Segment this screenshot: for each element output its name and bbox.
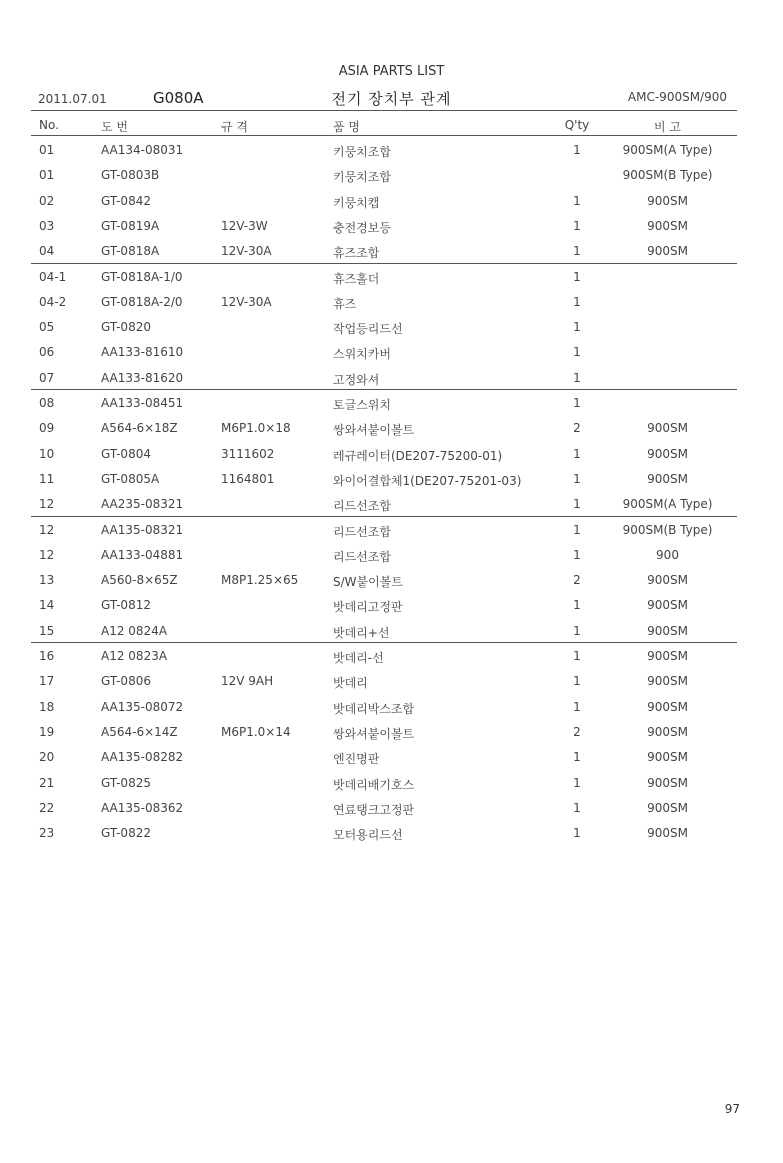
spec-cell: 1164801: [221, 471, 275, 486]
remark-cell: 900SM: [647, 193, 688, 208]
spec-cell: M8P1.25×65: [221, 573, 299, 588]
table-row: [0, 776, 783, 801]
table-row: [0, 801, 783, 826]
part-number-cell: A560-8×65Z: [101, 573, 178, 588]
qty-cell: 1: [573, 623, 581, 638]
model-number: AMC-900SM/900: [627, 90, 727, 104]
part-no-cell: 08: [39, 396, 55, 410]
part-name-cell: 밧데리-선: [333, 651, 384, 665]
part-no-cell: 04: [39, 244, 55, 259]
group-divider: [31, 389, 737, 390]
part-no-cell: 18: [39, 699, 55, 714]
part-no-cell: 06: [39, 345, 55, 360]
spec-cell: M6P1.0×18: [221, 421, 291, 436]
part-no-cell: 12: [39, 547, 55, 562]
table-row: [0, 573, 783, 598]
group-divider: [31, 642, 737, 643]
part-name-cell: 밧데리고정판: [333, 600, 403, 615]
part-number-cell: AA135-08072: [101, 699, 184, 714]
part-number-cell: GT-0822: [101, 826, 151, 841]
table-row: [0, 219, 783, 244]
part-no-cell: 23: [39, 826, 55, 841]
part-name-cell: S/W붙이볼트: [333, 575, 403, 590]
part-no-cell: 14: [39, 598, 55, 613]
part-number-cell: A12 0824A: [101, 623, 168, 638]
part-name-cell: 밧데리: [333, 676, 368, 691]
table-row: [0, 598, 783, 623]
part-number-cell: GT-0803B: [101, 168, 160, 183]
part-no-cell: 15: [39, 623, 55, 638]
part-number-cell: GT-0820: [101, 320, 151, 335]
table-row: [0, 447, 783, 472]
part-number-cell: GT-0842: [101, 193, 151, 208]
part-no-cell: 16: [39, 649, 55, 663]
remark-cell: 900SM: [647, 649, 688, 663]
part-no-cell: 22: [39, 800, 55, 815]
part-number-cell: AA235-08321: [101, 497, 184, 512]
table-row: [0, 700, 783, 725]
part-no-cell: 12: [39, 522, 55, 537]
part-name-cell: 휴즈조합: [333, 246, 380, 261]
part-name-cell: 쌍와셔붙이볼트: [333, 423, 415, 438]
group-divider: [31, 263, 737, 264]
part-no-cell: 02: [39, 193, 55, 208]
part-name-cell: 밧데리배기호스: [333, 777, 415, 792]
part-number-cell: GT-0825: [101, 775, 151, 790]
spec-cell: 3111602: [221, 446, 275, 461]
table-row: [0, 497, 783, 522]
part-name-cell: 토글스위치: [333, 398, 391, 412]
column-header-remark: 비 고: [654, 120, 681, 134]
table-row: [0, 371, 783, 396]
part-number-cell: AA135-08321: [101, 522, 184, 537]
qty-cell: 1: [573, 649, 581, 663]
part-name-cell: 밧데리+선: [333, 625, 390, 640]
column-header-qty: Q'ty: [564, 118, 590, 132]
part-no-cell: 21: [39, 775, 55, 790]
table-row: [0, 320, 783, 345]
table-row: [0, 826, 783, 851]
qty-cell: 1: [573, 826, 581, 841]
qty-cell: 1: [573, 320, 581, 335]
part-name-cell: 스위치카버: [333, 347, 391, 362]
document-code: G080A: [153, 89, 204, 107]
spec-cell: 12V 9AH: [221, 674, 274, 689]
part-name-cell: 모터용리드선: [333, 828, 403, 843]
spec-cell: M6P1.0×14: [221, 724, 291, 739]
table-row: [0, 649, 783, 674]
column-header-part-name: 품 명: [333, 120, 360, 134]
table-row: [0, 725, 783, 750]
qty-cell: 1: [573, 345, 581, 360]
table-row: [0, 244, 783, 269]
qty-cell: 2: [573, 724, 581, 739]
qty-cell: 1: [573, 522, 581, 537]
part-no-cell: 19: [39, 724, 55, 739]
part-name-cell: 리드선조합: [333, 524, 391, 539]
part-number-cell: AA133-81610: [101, 345, 184, 360]
part-name-cell: 휴즈: [333, 296, 357, 311]
table-row: [0, 194, 783, 219]
spec-cell: 12V-3W: [221, 218, 268, 233]
qty-cell: 1: [573, 396, 581, 410]
part-number-cell: GT-0818A-1/0: [101, 269, 183, 284]
table-row: [0, 421, 783, 446]
part-name-cell: 키뭉치조합: [333, 145, 391, 159]
remark-cell: 900SM: [647, 598, 688, 613]
qty-cell: 2: [573, 573, 581, 588]
table-row: [0, 624, 783, 649]
qty-cell: 1: [573, 699, 581, 714]
part-name-cell: 쌍와셔붙이볼트: [333, 726, 415, 741]
part-no-cell: 17: [39, 674, 55, 689]
document-date: 2011.07.01: [38, 92, 107, 106]
header-top-rule: [31, 110, 737, 111]
page-number: 97: [724, 1102, 740, 1116]
table-row: [0, 548, 783, 573]
remark-cell: 900SM: [647, 724, 688, 739]
part-no-cell: 05: [39, 320, 55, 335]
remark-cell: 900SM: [647, 699, 688, 714]
qty-cell: 1: [573, 294, 581, 309]
part-name-cell: 엔진명판: [333, 752, 380, 767]
spec-cell: 12V-30A: [221, 294, 272, 309]
part-no-cell: 07: [39, 370, 55, 385]
remark-cell: 900SM: [647, 244, 688, 259]
remark-cell: 900SM: [647, 674, 688, 689]
part-name-cell: 휴즈홀더: [333, 271, 380, 286]
remark-cell: 900SM: [647, 471, 688, 486]
part-name-cell: 리드선조합: [333, 549, 391, 564]
remark-cell: 900SM: [647, 800, 688, 815]
qty-cell: 1: [573, 218, 581, 233]
remark-cell: 900: [656, 547, 679, 562]
part-number-cell: A12 0823A: [101, 649, 168, 663]
qty-cell: 1: [573, 674, 581, 689]
part-number-cell: A564-6×14Z: [101, 724, 178, 739]
part-number-cell: AA134-08031: [101, 143, 184, 157]
table-row: [0, 270, 783, 295]
table-row: [0, 472, 783, 497]
page-title: ASIA PARTS LIST: [338, 64, 445, 79]
remark-cell: 900SM(A Type): [622, 497, 713, 512]
part-name-cell: 와이어결합체1(DE207-75201-03): [333, 473, 522, 488]
part-no-cell: 01: [39, 143, 55, 157]
table-row: [0, 143, 783, 168]
remark-cell: 900SM: [647, 750, 688, 765]
table-row: [0, 523, 783, 548]
part-number-cell: AA135-08282: [101, 750, 184, 765]
qty-cell: 1: [573, 497, 581, 512]
group-divider: [31, 516, 737, 517]
part-number-cell: GT-0818A: [101, 244, 160, 259]
qty-cell: 1: [573, 775, 581, 790]
header-bottom-rule: [31, 135, 737, 136]
qty-cell: 1: [573, 446, 581, 461]
qty-cell: 1: [573, 143, 581, 157]
table-row: [0, 168, 783, 193]
remark-cell: 900SM(A Type): [622, 143, 713, 157]
table-row: [0, 345, 783, 370]
column-header-part-number: 도 번: [101, 120, 128, 134]
spec-cell: 12V-30A: [221, 244, 272, 259]
column-header-no: No.: [39, 118, 59, 132]
part-number-cell: GT-0806: [101, 674, 151, 689]
column-header-spec: 규 격: [221, 120, 248, 134]
part-number-cell: AA135-08362: [101, 800, 184, 815]
qty-cell: 1: [573, 370, 581, 385]
part-number-cell: GT-0804: [101, 446, 151, 461]
qty-cell: 1: [573, 269, 581, 284]
part-no-cell: 01: [39, 168, 55, 183]
part-number-cell: A564-6×18Z: [101, 421, 178, 436]
remark-cell: 900SM: [647, 421, 688, 436]
remark-cell: 900SM(B Type): [622, 168, 713, 183]
remark-cell: 900SM: [647, 446, 688, 461]
part-number-cell: GT-0818A-2/0: [101, 294, 183, 309]
part-name-cell: 키뭉치캡: [333, 195, 380, 210]
part-no-cell: 12: [39, 497, 55, 512]
part-no-cell: 03: [39, 218, 55, 233]
remark-cell: 900SM: [647, 218, 688, 233]
remark-cell: 900SM: [647, 623, 688, 638]
part-name-cell: 키뭉치조합: [333, 170, 391, 185]
table-row: [0, 396, 783, 421]
qty-cell: 1: [573, 244, 581, 259]
part-no-cell: 09: [39, 421, 55, 436]
part-no-cell: 11: [39, 471, 55, 486]
table-row: [0, 295, 783, 320]
part-name-cell: 레규레이터(DE207-75200-01): [333, 448, 503, 463]
qty-cell: 1: [573, 193, 581, 208]
remark-cell: 900SM: [647, 826, 688, 841]
qty-cell: 1: [573, 800, 581, 815]
part-number-cell: AA133-08451: [101, 396, 184, 410]
table-header: [0, 118, 783, 143]
part-no-cell: 04-1: [39, 269, 67, 284]
remark-cell: 900SM: [647, 775, 688, 790]
qty-cell: 2: [573, 421, 581, 436]
part-number-cell: AA133-04881: [101, 547, 184, 562]
table-row: [0, 750, 783, 775]
remark-cell: 900SM: [647, 573, 688, 588]
part-number-cell: GT-0812: [101, 598, 151, 613]
section-title: 전기 장치부 관계: [331, 90, 452, 108]
qty-cell: 1: [573, 547, 581, 562]
part-number-cell: AA133-81620: [101, 370, 184, 385]
part-no-cell: 20: [39, 750, 55, 765]
part-no-cell: 13: [39, 573, 55, 588]
part-name-cell: 충전경보등: [333, 220, 391, 235]
part-number-cell: GT-0819A: [101, 218, 160, 233]
part-number-cell: GT-0805A: [101, 471, 160, 486]
part-no-cell: 10: [39, 446, 55, 461]
table-row: [0, 674, 783, 699]
part-name-cell: 고정와셔: [333, 372, 380, 387]
part-no-cell: 04-2: [39, 294, 67, 309]
part-name-cell: 리드선조합: [333, 499, 391, 514]
part-name-cell: 연료탱크고정판: [333, 802, 415, 817]
part-name-cell: 밧데리박스조합: [333, 701, 415, 716]
remark-cell: 900SM(B Type): [622, 522, 713, 537]
qty-cell: 1: [573, 471, 581, 486]
qty-cell: 1: [573, 598, 581, 613]
part-name-cell: 작업등리드선: [333, 322, 403, 337]
qty-cell: 1: [573, 750, 581, 765]
